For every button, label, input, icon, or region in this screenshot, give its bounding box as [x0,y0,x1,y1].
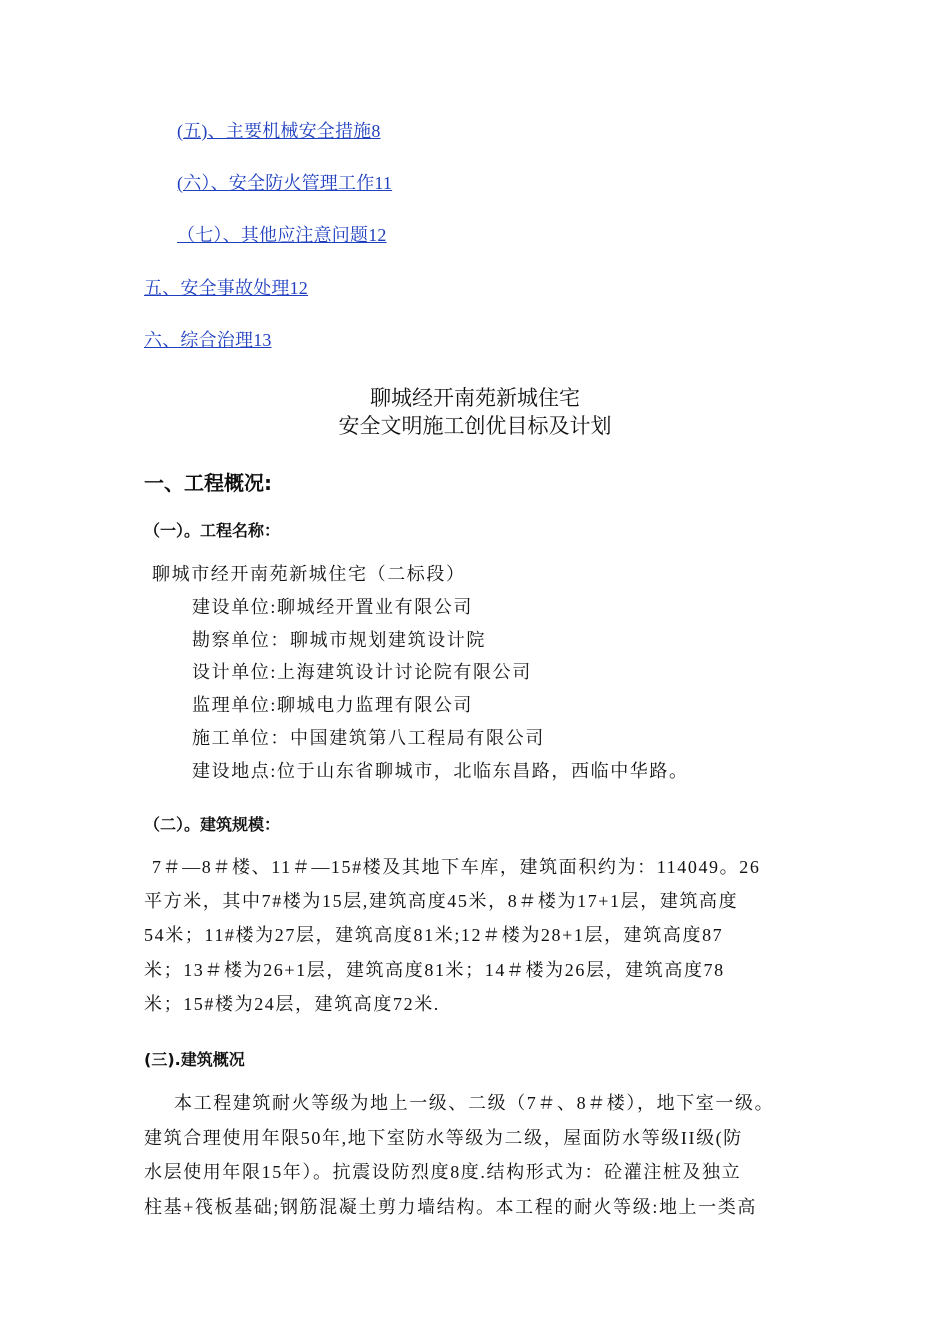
project-name: 聊城市经开南苑新城住宅（二标段） [152,564,466,584]
subsection-heading-building-overview: (三).建筑概况 [144,1050,245,1069]
toc-link-fire-safety[interactable]: (六）、安全防火管理工作11 [177,173,393,193]
scale-line: 米；15#楼为24层，建筑高度72米. [144,994,440,1014]
unit-design: 设计单位:上海建筑设计讨论院有限公司 [192,662,532,682]
subsection-heading-scale: （二）。建筑规模： [144,815,281,834]
unit-location: 建设地点:位于山东省聊城市，北临东昌路，西临中华路。 [192,761,689,781]
overview-line: 建筑合理使用年限50年,地下室防水等级为二级，屋面防水等级II级(防 [144,1128,743,1148]
overview-line: 本工程建筑耐火等级为地上一级、二级（7＃、8＃楼），地下室一级。 [174,1093,775,1113]
toc-link-comprehensive-governance[interactable]: 六、综合治理13 [144,330,272,350]
document-title-line1: 聊城经开南苑新城住宅 [370,386,580,410]
scale-line: 7＃—8＃楼、11＃—15#楼及其地下车库，建筑面积约为：114049。26 [152,857,761,877]
unit-contractor: 施工单位：中国建筑第八工程局有限公司 [192,728,545,748]
overview-line: 水层使用年限15年）。抗震设防烈度8度.结构形式为：砼灌注桩及独立 [144,1162,742,1182]
toc-link-accident-handling[interactable]: 五、安全事故处理12 [144,278,308,298]
scale-line: 米；13＃楼为26+1层，建筑高度81米；14＃楼为26层，建筑高度78 [144,960,725,980]
scale-line: 平方米，其中7#楼为15层,建筑高度45米，8＃楼为17+1层，建筑高度 [144,891,739,911]
unit-survey: 勘察单位：聊城市规划建筑设计院 [192,630,486,650]
unit-supervision: 监理单位:聊城电力监理有限公司 [192,695,473,715]
toc-link-other-issues[interactable]: （七）、其他应注意问题12 [177,225,387,245]
section-heading-overview: 一、工程概况: [144,471,272,495]
unit-construction: 建设单位:聊城经开置业有限公司 [192,597,473,617]
toc-link-mechanical-safety[interactable]: (五)、主要机械安全措施8 [177,121,381,141]
scale-line: 54米；11#楼为27层，建筑高度81米;12＃楼为28+1层，建筑高度87 [144,925,724,945]
overview-line: 柱基+筏板基础;钢筋混凝土剪力墙结构。本工程的耐火等级:地上一类高 [144,1197,757,1217]
subsection-heading-project-name: （一）。工程名称： [144,521,281,540]
document-title-line2: 安全文明施工创优目标及计划 [338,414,612,438]
